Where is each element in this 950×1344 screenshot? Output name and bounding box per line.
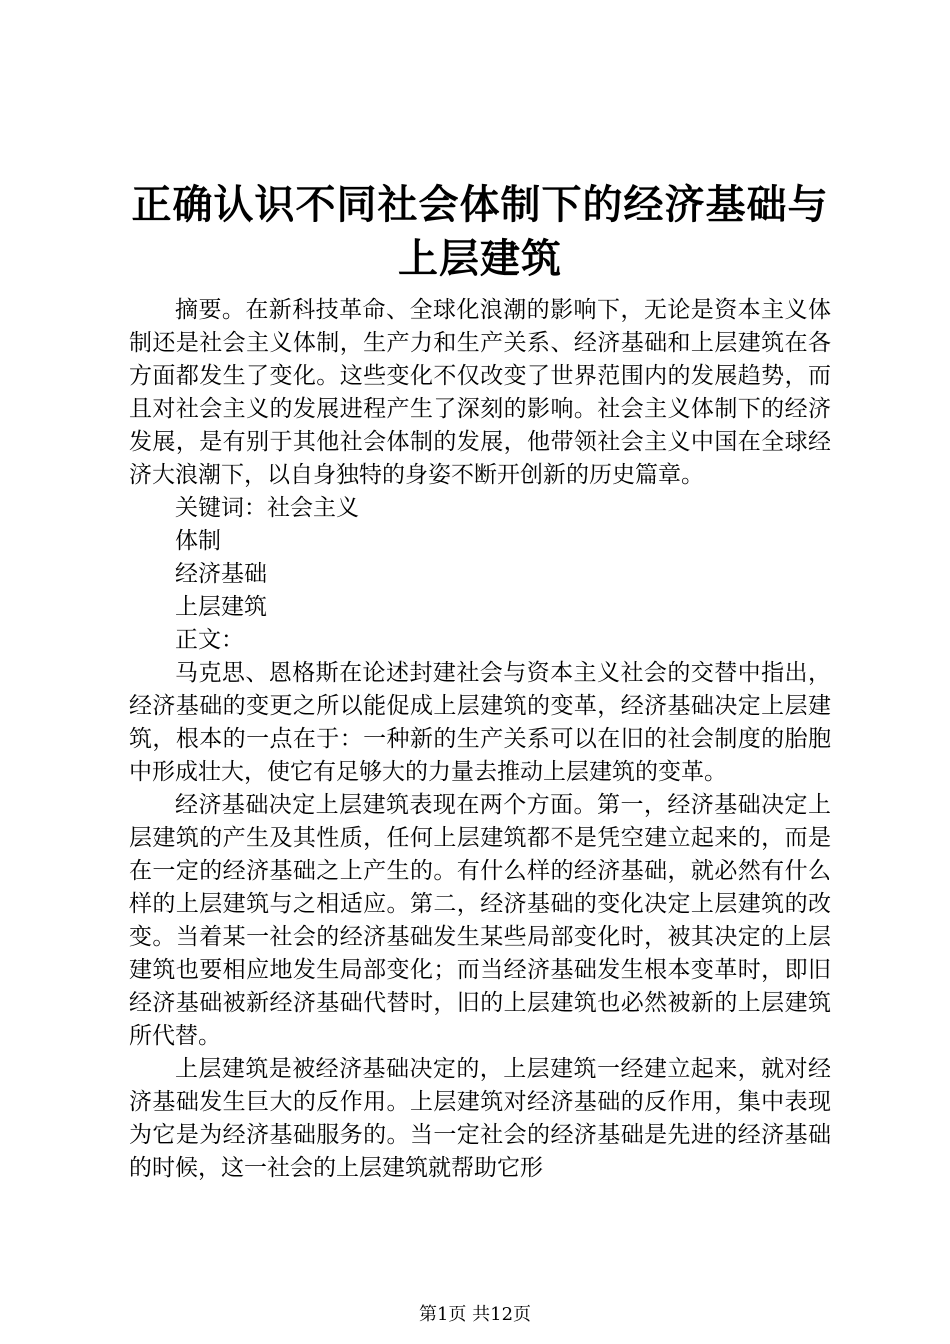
- body-label: 正文：: [175, 627, 244, 653]
- keywords-label: 关键词：社会主义: [175, 495, 359, 521]
- abstract-paragraph: 摘要。在新科技革命、全球化浪潮的影响下，无论是资本主义体制还是社会主义体制，生产力和生产关系、经济基础和上层建筑在各方面都发生了变化。这些变化不仅改变了世界范围内的发展趋势，而且对社会主义的发展进程产生了深刻的影响。社会主义体制下的经济发展，是有别于其他社会体制的发展，他带领社会主义中国在全球经济大浪潮下，以自身独特的身姿不断开创新的历史篇章。: [129, 297, 831, 488]
- document-title: 正确认识不同社会体制下的经济基础与上层建筑: [131, 181, 829, 282]
- keyword-item: 上层建筑: [175, 594, 267, 620]
- keyword-item: 体制: [175, 528, 221, 554]
- body-paragraph: 马克思、恩格斯在论述封建社会与资本主义社会的交替中指出，经济基础的变更之所以能促成上层建筑的变革，经济基础决定上层建筑，根本的一点在于：一种新的生产关系可以在旧的社会制度的胎胞中形成壮大，使它有足够大的力量去推动上层建筑的变革。: [129, 660, 831, 785]
- body-paragraph: 上层建筑是被经济基础决定的，上层建筑一经建立起来，就对经济基础发生巨大的反作用。上层建筑对经济基础的反作用，集中表现为它是为经济基础服务的。当一定社会的经济基础是先进的经济基础的时候，这一社会的上层建筑就帮助它形: [129, 1056, 831, 1181]
- keyword-item: 经济基础: [175, 561, 267, 587]
- body-paragraph: 经济基础决定上层建筑表现在两个方面。第一，经济基础决定上层建筑的产生及其性质，任何上层建筑都不是凭空建立起来的，而是在一定的经济基础之上产生的。有什么样的经济基础，就必然有什么样的上层建筑与之相适应。第二，经济基础的变化决定上层建筑的改变。当着某一社会的经济基础发生某些局部变化时，被其决定的上层建筑也要相应地发生局部变化；而当经济基础发生根本变革时，即旧经济基础被新经济基础代替时，旧的上层建筑也必然被新的上层建筑所代替。: [129, 792, 831, 1049]
- page-footer: 第1页 共12页: [418, 1304, 532, 1325]
- document-body: [129, 294, 831, 1185]
